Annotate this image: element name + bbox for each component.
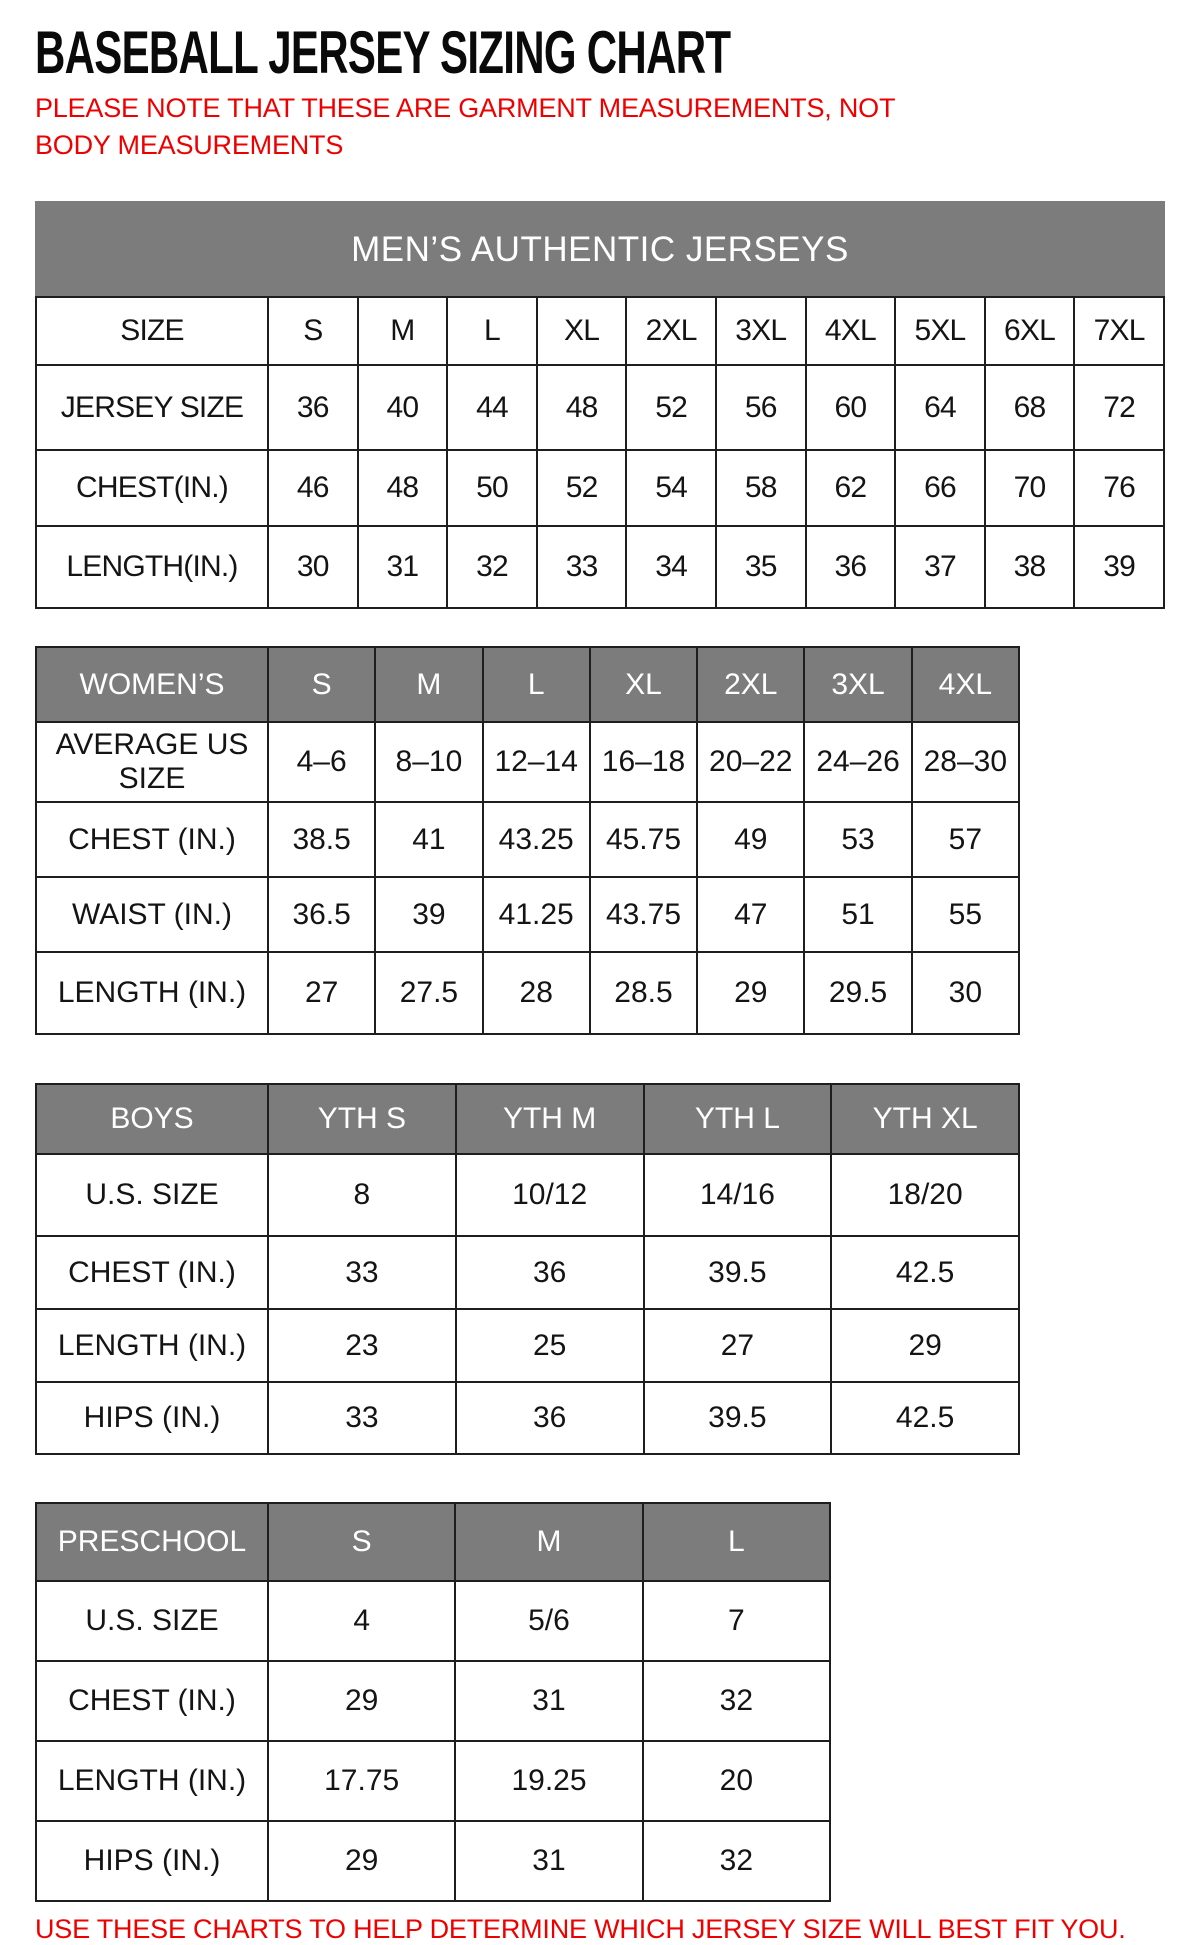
value-cell: 20 — [643, 1741, 830, 1821]
row-label: CHEST(IN.) — [36, 450, 268, 526]
value-cell: 52 — [626, 365, 716, 450]
value-cell: 4 — [268, 1581, 455, 1661]
table-row — [36, 1741, 830, 1821]
row-label: LENGTH (IN.) — [36, 1741, 268, 1821]
page-title — [35, 19, 1165, 86]
column-header: L — [447, 297, 537, 365]
value-cell: 45.75 — [590, 802, 697, 877]
value-cell: 25 — [456, 1309, 644, 1382]
column-header: PRESCHOOL — [36, 1503, 268, 1581]
value-cell: 40 — [358, 365, 448, 450]
column-header: 4XL — [806, 297, 896, 365]
table-row — [36, 526, 1164, 608]
womens-header-row — [36, 647, 1019, 722]
value-cell: 32 — [447, 526, 537, 608]
value-cell: 39 — [1074, 526, 1164, 608]
value-cell: 39.5 — [644, 1382, 832, 1454]
value-cell: 36.5 — [268, 877, 375, 952]
column-header: 7XL — [1074, 297, 1164, 365]
column-header: YTH XL — [831, 1084, 1019, 1154]
row-label: U.S. SIZE — [36, 1154, 268, 1236]
table-row — [36, 802, 1019, 877]
value-cell: 70 — [985, 450, 1075, 526]
value-cell: 20–22 — [697, 722, 804, 802]
value-cell: 76 — [1074, 450, 1164, 526]
value-cell: 58 — [716, 450, 806, 526]
value-cell: 31 — [358, 526, 448, 608]
column-header: WOMEN’S — [36, 647, 268, 722]
value-cell: 5/6 — [455, 1581, 642, 1661]
value-cell: 38 — [985, 526, 1075, 608]
column-header: YTH S — [268, 1084, 456, 1154]
value-cell: 14/16 — [644, 1154, 832, 1236]
value-cell: 36 — [456, 1236, 644, 1309]
column-header: L — [483, 647, 590, 722]
value-cell: 48 — [537, 365, 627, 450]
value-cell: 38.5 — [268, 802, 375, 877]
value-cell: 29.5 — [804, 952, 911, 1034]
column-header: 4XL — [912, 647, 1019, 722]
value-cell: 50 — [447, 450, 537, 526]
value-cell: 29 — [831, 1309, 1019, 1382]
column-header: 2XL — [697, 647, 804, 722]
note-text: PLEASE NOTE THAT THESE ARE GARMENT MEASUREMENTS, NOT BODY MEASUREMENTS — [35, 93, 895, 160]
column-header: 2XL — [626, 297, 716, 365]
value-cell: 30 — [912, 952, 1019, 1034]
value-cell: 27.5 — [375, 952, 482, 1034]
value-cell: 28.5 — [590, 952, 697, 1034]
value-cell: 39 — [375, 877, 482, 952]
value-cell: 53 — [804, 802, 911, 877]
value-cell: 16–18 — [590, 722, 697, 802]
column-header: YTH L — [644, 1084, 832, 1154]
column-header: M — [455, 1503, 642, 1581]
value-cell: 54 — [626, 450, 716, 526]
row-label: CHEST (IN.) — [36, 1236, 268, 1309]
value-cell: 33 — [268, 1236, 456, 1309]
value-cell: 41 — [375, 802, 482, 877]
table-row — [36, 1382, 1019, 1454]
mens-table-title: MEN’S AUTHENTIC JERSEYS — [36, 202, 1164, 297]
value-cell: 28 — [483, 952, 590, 1034]
value-cell: 66 — [895, 450, 985, 526]
boys-table — [35, 1083, 1020, 1455]
value-cell: 29 — [697, 952, 804, 1034]
table-row — [36, 1581, 830, 1661]
value-cell: 24–26 — [804, 722, 911, 802]
value-cell: 64 — [895, 365, 985, 450]
value-cell: 33 — [268, 1382, 456, 1454]
column-header: 3XL — [804, 647, 911, 722]
value-cell: 42.5 — [831, 1236, 1019, 1309]
row-label: CHEST (IN.) — [36, 802, 268, 877]
value-cell: 68 — [985, 365, 1075, 450]
value-cell: 32 — [643, 1661, 830, 1741]
table-row — [36, 365, 1164, 450]
value-cell: 28–30 — [912, 722, 1019, 802]
value-cell: 46 — [268, 450, 358, 526]
value-cell: 52 — [537, 450, 627, 526]
value-cell: 60 — [806, 365, 896, 450]
value-cell: 29 — [268, 1821, 455, 1901]
value-cell: 39.5 — [644, 1236, 832, 1309]
value-cell: 36 — [268, 365, 358, 450]
preschool-table — [35, 1502, 831, 1902]
table-row — [36, 1309, 1019, 1382]
column-header: M — [375, 647, 482, 722]
value-cell: 32 — [643, 1821, 830, 1901]
column-header: XL — [590, 647, 697, 722]
row-label: HIPS (IN.) — [36, 1382, 268, 1454]
value-cell: 31 — [455, 1661, 642, 1741]
value-cell: 29 — [268, 1661, 455, 1741]
row-label: AVERAGE US SIZE — [36, 722, 268, 802]
footer-text: USE THESE CHARTS TO HELP DETERMINE WHICH JERSEY SIZE WILL BEST FIT YOU. — [35, 1914, 1126, 1944]
womens-table — [35, 646, 1020, 1035]
table-row — [36, 1661, 830, 1741]
value-cell: 57 — [912, 802, 1019, 877]
table-row — [36, 952, 1019, 1034]
table-row — [36, 450, 1164, 526]
table-row — [36, 1236, 1019, 1309]
column-header: S — [268, 647, 375, 722]
value-cell: 47 — [697, 877, 804, 952]
row-label: LENGTH (IN.) — [36, 952, 268, 1034]
column-header: XL — [537, 297, 627, 365]
mens-table — [35, 201, 1165, 609]
boys-header-row — [36, 1084, 1019, 1154]
value-cell: 27 — [644, 1309, 832, 1382]
column-header: 5XL — [895, 297, 985, 365]
table-row — [36, 1821, 830, 1901]
value-cell: 34 — [626, 526, 716, 608]
value-cell: 44 — [447, 365, 537, 450]
value-cell: 41.25 — [483, 877, 590, 952]
table-row — [36, 877, 1019, 952]
value-cell: 12–14 — [483, 722, 590, 802]
column-header: 6XL — [985, 297, 1075, 365]
row-label: WAIST (IN.) — [36, 877, 268, 952]
row-label: JERSEY SIZE — [36, 365, 268, 450]
column-header: S — [268, 1503, 455, 1581]
value-cell: 49 — [697, 802, 804, 877]
value-cell: 35 — [716, 526, 806, 608]
value-cell: 7 — [643, 1581, 830, 1661]
preschool-header-row — [36, 1503, 830, 1581]
value-cell: 31 — [455, 1821, 642, 1901]
value-cell: 19.25 — [455, 1741, 642, 1821]
table-row — [36, 722, 1019, 802]
row-label: LENGTH(IN.) — [36, 526, 268, 608]
value-cell: 62 — [806, 450, 896, 526]
row-label: HIPS (IN.) — [36, 1821, 268, 1901]
value-cell: 36 — [456, 1382, 644, 1454]
value-cell: 17.75 — [268, 1741, 455, 1821]
value-cell: 37 — [895, 526, 985, 608]
column-header: YTH M — [456, 1084, 644, 1154]
value-cell: 10/12 — [456, 1154, 644, 1236]
value-cell: 30 — [268, 526, 358, 608]
value-cell: 56 — [716, 365, 806, 450]
value-cell: 23 — [268, 1309, 456, 1382]
value-cell: 48 — [358, 450, 448, 526]
row-label: U.S. SIZE — [36, 1581, 268, 1661]
value-cell: 4–6 — [268, 722, 375, 802]
value-cell: 55 — [912, 877, 1019, 952]
mens-header-row — [36, 297, 1164, 365]
row-label: CHEST (IN.) — [36, 1661, 268, 1741]
value-cell: 8–10 — [375, 722, 482, 802]
value-cell: 8 — [268, 1154, 456, 1236]
table-row — [36, 1154, 1019, 1236]
value-cell: 18/20 — [831, 1154, 1019, 1236]
value-cell: 42.5 — [831, 1382, 1019, 1454]
column-header: M — [358, 297, 448, 365]
column-header: L — [643, 1503, 830, 1581]
value-cell: 36 — [806, 526, 896, 608]
value-cell: 72 — [1074, 365, 1164, 450]
column-header: 3XL — [716, 297, 806, 365]
column-header: BOYS — [36, 1084, 268, 1154]
value-cell: 27 — [268, 952, 375, 1034]
value-cell: 51 — [804, 877, 911, 952]
value-cell: 43.25 — [483, 802, 590, 877]
value-cell: 33 — [537, 526, 627, 608]
row-label: LENGTH (IN.) — [36, 1309, 268, 1382]
column-header: SIZE — [36, 297, 268, 365]
column-header: S — [268, 297, 358, 365]
value-cell: 43.75 — [590, 877, 697, 952]
page-title-text: BASEBALL JERSEY SIZING CHART — [35, 19, 731, 86]
